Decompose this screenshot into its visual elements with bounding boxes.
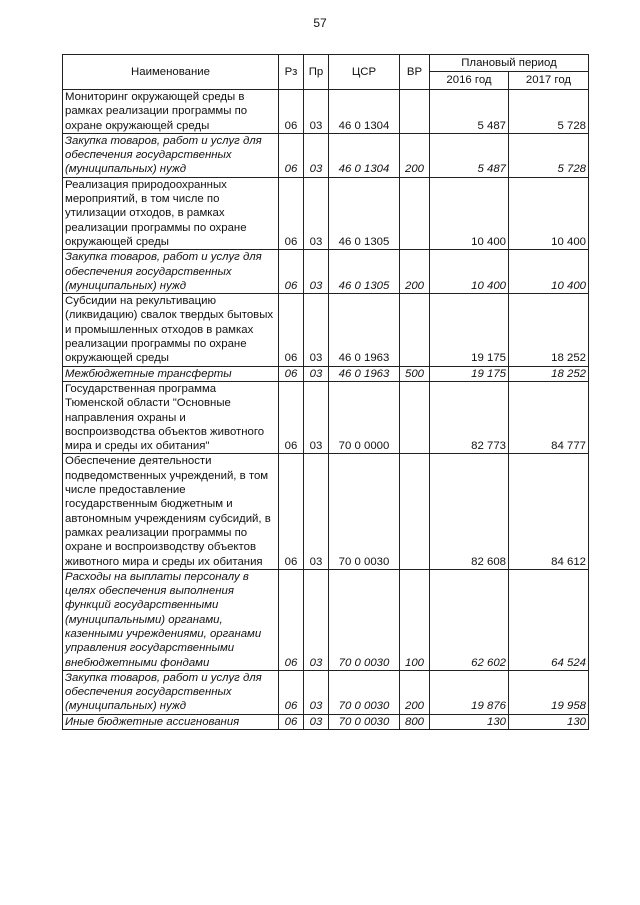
row-csr: 46 0 1963 <box>329 366 400 381</box>
row-pr: 03 <box>304 133 329 177</box>
row-name: Субсидии на рекультивацию (ликвидацию) свалок твердых бытовых и промышленных отходов в рамках реализации программы по охране окружающей среды <box>63 294 279 366</box>
row-2016: 5 487 <box>430 133 509 177</box>
row-vr <box>400 90 430 134</box>
row-pr: 03 <box>304 366 329 381</box>
row-csr: 46 0 1304 <box>329 133 400 177</box>
row-rz: 06 <box>279 381 304 453</box>
row-rz: 06 <box>279 90 304 134</box>
row-2017: 19 958 <box>509 670 589 714</box>
row-csr: 70 0 0030 <box>329 714 400 729</box>
row-csr: 46 0 1963 <box>329 294 400 366</box>
row-csr: 46 0 1304 <box>329 90 400 134</box>
header-name: Наименование <box>63 55 279 90</box>
row-2017: 130 <box>509 714 589 729</box>
table-row <box>63 381 589 453</box>
row-csr: 46 0 1305 <box>329 250 400 294</box>
row-2017: 84 777 <box>509 381 589 453</box>
header-pr: Пр <box>304 55 329 90</box>
row-pr: 03 <box>304 250 329 294</box>
row-rz: 06 <box>279 250 304 294</box>
header-csr: ЦСР <box>329 55 400 90</box>
row-2017: 10 400 <box>509 250 589 294</box>
row-2017: 5 728 <box>509 133 589 177</box>
budget-table <box>62 54 589 730</box>
row-2016: 10 400 <box>430 250 509 294</box>
row-pr: 03 <box>304 714 329 729</box>
row-name: Иные бюджетные ассигнования <box>63 714 279 729</box>
row-vr: 500 <box>400 366 430 381</box>
row-vr: 800 <box>400 714 430 729</box>
row-vr: 200 <box>400 250 430 294</box>
row-vr: 200 <box>400 670 430 714</box>
table-row <box>63 569 589 670</box>
table-row <box>63 454 589 569</box>
row-2016: 19 175 <box>430 294 509 366</box>
row-rz: 06 <box>279 714 304 729</box>
row-vr: 200 <box>400 133 430 177</box>
row-name: Закупка товаров, работ и услуг для обеспечения государственных (муниципальных) нужд <box>63 250 279 294</box>
row-2016: 10 400 <box>430 177 509 249</box>
row-pr: 03 <box>304 90 329 134</box>
row-2017: 18 252 <box>509 366 589 381</box>
row-rz: 06 <box>279 454 304 569</box>
row-name: Межбюджетные трансферты <box>63 366 279 381</box>
header-year-2016: 2016 год <box>430 72 509 90</box>
row-rz: 06 <box>279 133 304 177</box>
row-name: Закупка товаров, работ и услуг для обеспечения государственных (муниципальных) нужд <box>63 670 279 714</box>
table-row <box>63 90 589 134</box>
row-name: Обеспечение деятельности подведомственных учреждений, в том числе предоставление государственным бюджетным и автономным учреждениям субсидий, в рамках реализации программы по охране и воспроизводству объектов животного мира и среды их обитания <box>63 454 279 569</box>
table-row <box>63 294 589 366</box>
row-rz: 06 <box>279 294 304 366</box>
header-year-2017: 2017 год <box>509 72 589 90</box>
table-row <box>63 177 589 249</box>
row-2017: 5 728 <box>509 90 589 134</box>
row-pr: 03 <box>304 569 329 670</box>
row-2017: 84 612 <box>509 454 589 569</box>
row-2016: 62 602 <box>430 569 509 670</box>
row-rz: 06 <box>279 366 304 381</box>
row-vr <box>400 177 430 249</box>
row-name: Государственная программа Тюменской области "Основные направления охраны и воспроизводства объектов животного мира и среды их обитания" <box>63 381 279 453</box>
row-2017: 10 400 <box>509 177 589 249</box>
header-vr: ВР <box>400 55 430 90</box>
row-vr <box>400 294 430 366</box>
row-2016: 82 773 <box>430 381 509 453</box>
row-pr: 03 <box>304 670 329 714</box>
row-2016: 19 876 <box>430 670 509 714</box>
row-2016: 82 608 <box>430 454 509 569</box>
row-name: Закупка товаров, работ и услуг для обеспечения государственных (муниципальных) нужд <box>63 133 279 177</box>
table-row <box>63 133 589 177</box>
table-row <box>63 714 589 729</box>
row-csr: 46 0 1305 <box>329 177 400 249</box>
row-2016: 19 175 <box>430 366 509 381</box>
table-row <box>63 250 589 294</box>
row-name: Мониторинг окружающей среды в рамках реализации программы по охране окружающей среды <box>63 90 279 134</box>
row-pr: 03 <box>304 381 329 453</box>
row-2017: 64 524 <box>509 569 589 670</box>
row-name: Расходы на выплаты персоналу в целях обеспечения выполнения функций государственными (муниципальными) органами, казенными учреждениями, органами управления государственными внебюджетными фондами <box>63 569 279 670</box>
header-row <box>63 55 589 72</box>
header-planned-period: Плановый период <box>430 55 589 72</box>
row-rz: 06 <box>279 177 304 249</box>
row-rz: 06 <box>279 569 304 670</box>
row-name: Реализация природоохранных мероприятий, в том числе по утилизации отходов, в рамках реализации программы по охране окружающей среды <box>63 177 279 249</box>
row-vr <box>400 381 430 453</box>
row-2016: 130 <box>430 714 509 729</box>
row-csr: 70 0 0030 <box>329 454 400 569</box>
row-pr: 03 <box>304 177 329 249</box>
row-vr <box>400 454 430 569</box>
row-2016: 5 487 <box>430 90 509 134</box>
row-csr: 70 0 0000 <box>329 381 400 453</box>
table-row <box>63 366 589 381</box>
header-rz: Рз <box>279 55 304 90</box>
row-csr: 70 0 0030 <box>329 670 400 714</box>
row-pr: 03 <box>304 454 329 569</box>
row-csr: 70 0 0030 <box>329 569 400 670</box>
row-vr: 100 <box>400 569 430 670</box>
page-number: 57 <box>313 16 327 30</box>
row-rz: 06 <box>279 670 304 714</box>
row-2017: 18 252 <box>509 294 589 366</box>
table-row <box>63 670 589 714</box>
row-pr: 03 <box>304 294 329 366</box>
